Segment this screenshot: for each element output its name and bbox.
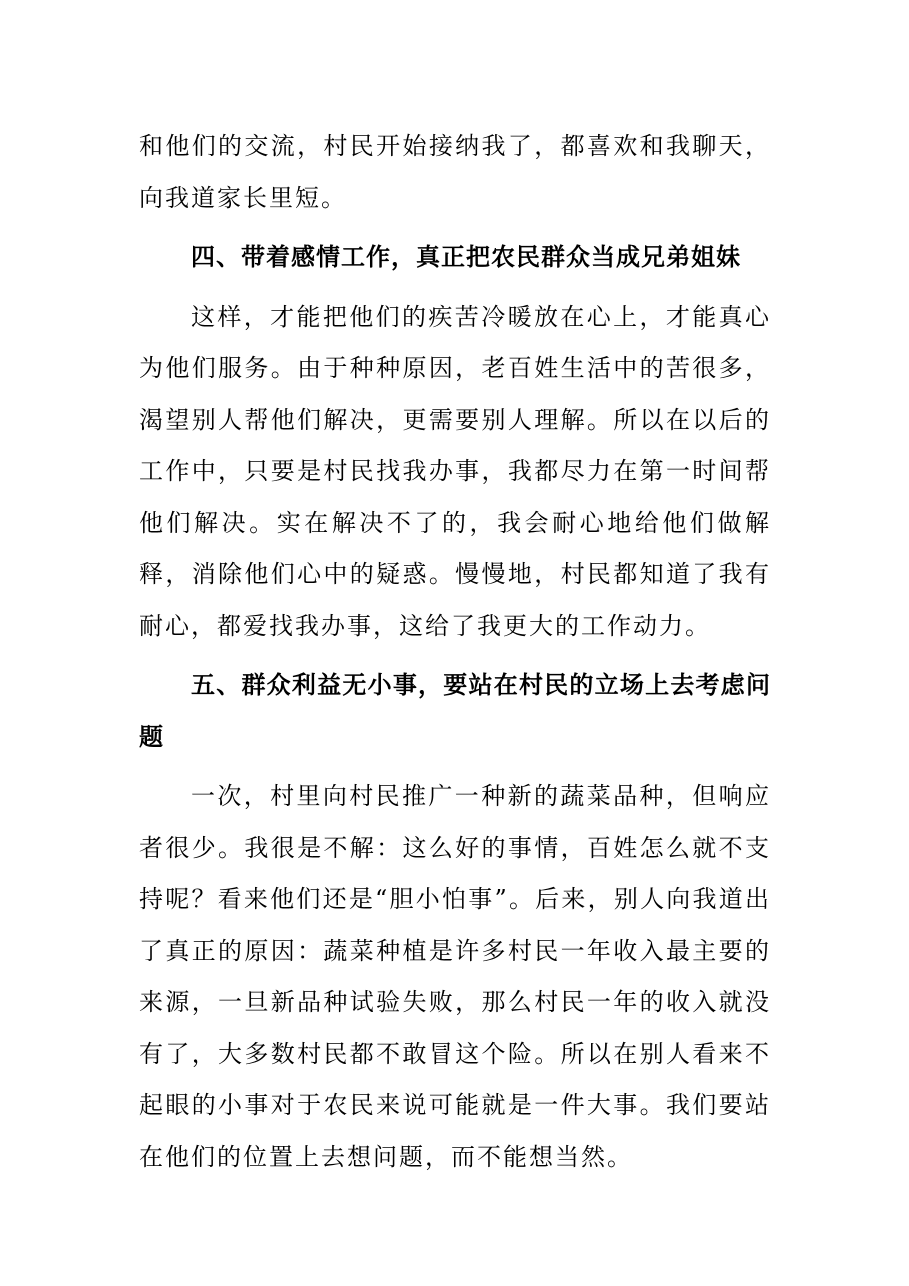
section-4-paragraph: 这样，才能把他们的疾苦冷暖放在心上，才能真心为他们服务。由于种种原因，老百姓生活中的苦很多，渴望别人帮他们解决，更需要别人理解。所以在以后的工作中，只要是村民找我办事，我都尽力在第一时间帮他们解决。实在解决不了的，我会耐心地给他们做解释，消除他们心中的疑惑。慢慢地，村民都知道了我有耐心，都爱找我办事，这给了我更大的工作动力。 — [139, 302, 771, 640]
paragraph-continued: 和他们的交流，村民开始接纳我了，都喜欢和我聊天，向我道家长里短。 — [139, 132, 771, 212]
spacer — [139, 224, 771, 232]
section-5-heading: 五、群众利益无小事，要站在村民的立场上去考虑问题 — [139, 671, 771, 751]
spacer — [139, 652, 771, 660]
spacer — [139, 284, 771, 292]
spacer — [139, 763, 771, 771]
document-body — [139, 121, 771, 1183]
section-4-heading: 四、带着感情工作，真正把农民群众当成兄弟姐妹 — [191, 243, 741, 271]
section-5-paragraph: 一次，村里向村民推广一种新的蔬菜品种，但响应者很少。我很是不解：这么好的事情，百姓怎么就不支持呢？看来他们还是“胆小怕事”。后来，别人向我道出了真正的原因：蔬菜种植是许多村民一年收入最主要的来源，一旦新品种试验失败，那么村民一年的收入就没有了，大多数村民都不敢冒这个险。所以在别人看来不起眼的小事对于农民来说可能就是一件大事。我们要站在他们的位置上去想问题，而不能想当然。 — [139, 782, 771, 1171]
